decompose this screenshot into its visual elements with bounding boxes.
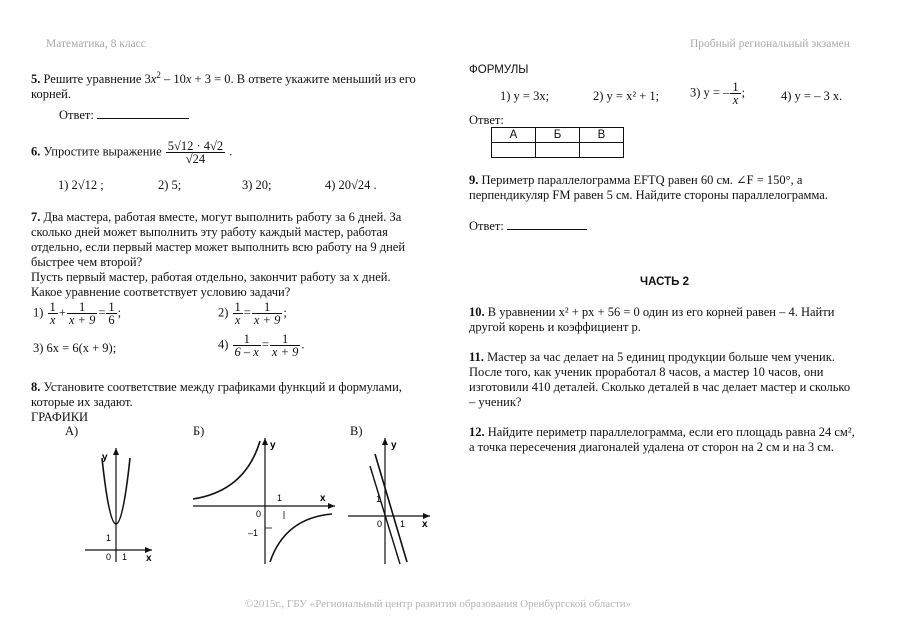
graph-c-y-arrow	[382, 438, 388, 445]
q10-number: 10.	[469, 305, 485, 319]
graph-b-branch-left	[193, 441, 260, 499]
q6-number: 6.	[31, 144, 41, 159]
q6-numerator: 5√12 · 4√2	[167, 139, 224, 153]
formula-3-frac	[730, 81, 740, 106]
graph-a-x-label: x	[146, 553, 152, 564]
q7-option-1: 1) $\frac{1}{x}$ + $\frac{1}{x + 9}$ = $\frac{1}{6}$ ;	[33, 300, 122, 327]
q7-opt2-a-num: 1	[234, 300, 241, 314]
graph-c-zero: 0	[377, 519, 383, 529]
graph-c-label: В)	[350, 424, 363, 438]
question-9	[469, 173, 828, 203]
q7-opt2-a-den: x	[234, 313, 241, 327]
q9-line-2: перпендикуляр FM равен 5 см. Найдите стороны параллелограмма.	[469, 188, 828, 202]
q6-text: Упростите выражение	[43, 144, 162, 159]
q7-opt1-a-den: x	[49, 313, 56, 327]
header-left: Математика, 8 класс	[46, 38, 146, 50]
q7-opt4-b-num: 1	[270, 333, 300, 346]
graph-b-hyperbola	[190, 436, 340, 566]
q7-opt4-frac-b	[270, 333, 300, 358]
answer-cell-a[interactable]	[492, 143, 536, 158]
q11-line-1: Мастер за час делает на 5 единиц продукции больше чем ученик.	[487, 350, 835, 364]
q5-sup: 2	[156, 70, 161, 80]
q10-line-1: В уравнении x² + px + 56 = 0 один из его корней равен – 4. Найти	[487, 305, 835, 319]
graph-b-branch-right	[270, 514, 332, 562]
q7-opt4-frac-a	[233, 333, 261, 358]
q8-line-2: которые их задают.	[31, 395, 133, 409]
footer: ©2015г., ГБУ «Региональный центр развития образования Оренбургской области»	[245, 598, 632, 610]
graph-c-x-label: x	[422, 519, 428, 530]
q7-opt1-a-num: 1	[49, 300, 56, 314]
q5-text-mid: – 10	[160, 72, 186, 87]
q7-opt4-tail: .	[301, 337, 305, 352]
graph-b-label: Б)	[193, 424, 205, 438]
q5-line2: корней.	[31, 87, 71, 102]
q7-opt4-a-num: 1	[233, 333, 261, 346]
q7-opt1-b-den: x + 9	[68, 313, 96, 327]
q7-line-4: быстрее чем второй?	[31, 255, 143, 269]
graph-c-one-x: 1	[400, 519, 406, 529]
question-10	[469, 305, 834, 335]
q7-opt1-frac-c	[106, 301, 116, 326]
q7-opt4-b-den: x + 9	[271, 345, 299, 359]
q8-answer-table	[491, 127, 624, 158]
q12-line-1: Найдите периметр параллелограмма, если его площадь равна 24 см²,	[487, 425, 855, 439]
q10-line-2: другой корень и коэффициент p.	[469, 320, 641, 334]
question-12	[469, 425, 855, 455]
q7-opt1-tail: ;	[117, 305, 122, 320]
q7-option-2: 2) $\frac{1}{x}$ = $\frac{1}{x + 9}$ ;	[218, 300, 287, 327]
q5-var2: x	[185, 72, 192, 87]
graph-a-y-label: y	[102, 452, 108, 463]
part-2-heading: ЧАСТЬ 2	[640, 276, 689, 288]
graph-b-y-arrow	[262, 438, 268, 445]
q9-answer-label: Ответ:	[469, 219, 504, 233]
q7-opt1-b-num: 1	[67, 301, 97, 314]
table-header-b: Б	[536, 128, 580, 143]
question-7	[31, 210, 405, 300]
formula-3-num: 1	[732, 80, 739, 94]
q7-line-5: Пусть первый мастер, работая отдельно, закончит работу за x дней.	[31, 270, 391, 284]
q7-number: 7.	[31, 210, 41, 224]
graph-c-lines	[345, 436, 435, 566]
graph-a-one-x: 1	[122, 552, 128, 562]
q5-text: Решите уравнение 3	[43, 72, 151, 87]
answer-cell-b[interactable]	[536, 143, 580, 158]
table-answer-row	[492, 143, 624, 158]
q7-opt4-label: 4)	[218, 337, 229, 352]
graph-b-y-label: y	[270, 440, 276, 451]
graph-b-minus-one: –1	[248, 528, 259, 538]
graph-a-parabola	[80, 440, 160, 565]
graph-c-one-y: 1	[376, 494, 382, 504]
q5-answer-label: Ответ:	[59, 108, 94, 122]
formula-4: 4) y = – 3 x.	[781, 89, 843, 103]
graph-a-label: А)	[65, 424, 79, 438]
q5-answer-blank[interactable]	[97, 107, 189, 119]
q8-line-1: Установите соответствие между графиками функций и формулами,	[43, 380, 402, 394]
formula-3	[690, 81, 745, 106]
q7-opt1-label: 1)	[33, 305, 44, 320]
graph-c-y-label: y	[391, 440, 397, 451]
question-5	[31, 68, 416, 102]
graph-b-zero: 0	[256, 509, 262, 519]
q7-line-3: отдельно, если первый мастер может выполнить всю работу на 9 дней	[31, 240, 406, 254]
q7-opt4-a-den: 6 – x	[234, 345, 259, 359]
q7-option-3: 3) 6x = 6(x + 9);	[33, 341, 117, 355]
graph-a-zero: 0	[106, 552, 112, 562]
graph-a-one-y: 1	[106, 533, 112, 543]
q11-line-3: изготовили 410 деталей. Сколько деталей в час делает мастер и сколько	[469, 380, 851, 394]
formula-2: 2) y = x² + 1;	[593, 89, 660, 103]
q5-number: 5.	[31, 72, 41, 87]
q7-opt2-label: 2)	[218, 305, 229, 320]
q9-number: 9.	[469, 173, 479, 187]
question-6	[31, 140, 232, 165]
q6-fraction	[166, 140, 225, 165]
q7-opt1-frac-b	[67, 301, 97, 326]
q6-option-3: 3) 20;	[242, 178, 272, 192]
graph-a-y-arrow	[113, 448, 119, 455]
q7-opt2-frac-a	[233, 301, 243, 326]
q7-opt2-tail: ;	[283, 305, 287, 320]
q7-opt1-frac-a	[48, 301, 58, 326]
formula-1: 1) y = 3x;	[500, 89, 550, 103]
q6-option-1: 1) 2√12 ;	[58, 178, 104, 192]
q9-answer-blank[interactable]	[507, 218, 587, 230]
q11-number: 11.	[469, 350, 484, 364]
q9-line-1: Периметр параллелограмма EFTQ равен 60 см. ∠F = 150°, а	[481, 173, 803, 187]
q6-denominator: √24	[185, 152, 206, 166]
header-right: Пробный региональный экзамен	[690, 38, 850, 50]
graph-b-one: 1	[277, 493, 283, 503]
graph-b-x-label: x	[320, 493, 326, 504]
q12-line-2: а точка пересечения диагоналей удалена от сторон на 2 см и на 3 см.	[469, 440, 834, 454]
q7-opt1-c-num: 1	[108, 300, 115, 314]
formula-3-post: ;	[741, 85, 746, 100]
table-header-a: А	[492, 128, 536, 143]
q11-line-2: После того, как ученик проработал 8 часов, а мастер 10 часов, они	[469, 365, 824, 379]
q7-line-1: Два мастера, работая вместе, могут выполнить работу за 6 дней. За	[43, 210, 402, 224]
q7-opt1-c-den: 6	[108, 313, 115, 327]
formula-3-den: x	[732, 93, 739, 107]
q8-graphs-title: ГРАФИКИ	[31, 410, 89, 424]
graph-c-line-steep	[375, 454, 407, 562]
table-header-row	[492, 128, 624, 143]
table-header-c: В	[580, 128, 624, 143]
q7-opt2-b-num: 1	[252, 301, 282, 314]
q8-number: 8.	[31, 380, 41, 394]
q6-option-4: 4) 20√24 .	[325, 178, 377, 192]
question-8	[31, 380, 402, 425]
formula-3-pre: 3) y = –	[690, 85, 730, 100]
q5-text-post: + 3 = 0. В ответе укажите меньший из его	[191, 72, 416, 87]
graph-b-x-arrow	[328, 503, 335, 509]
q7-opt2-b-den: x + 9	[253, 313, 281, 327]
q8-answer-label: Ответ:	[469, 113, 504, 127]
q7-line-6: Какое уравнение соответствует условию задачи?	[31, 285, 291, 299]
q11-line-4: – ученик?	[469, 395, 522, 409]
q12-number: 12.	[469, 425, 485, 439]
q5-answer	[59, 107, 189, 123]
q5-var: x	[150, 72, 157, 87]
q7-line-2: сколько дней может выполнить эту работу каждый мастер, работая	[31, 225, 388, 239]
q7-option-4: 4) $\frac{1}{6 - x}$ = $\frac{1}{x + 9}$ .	[218, 332, 305, 359]
q6-tail: .	[229, 144, 233, 159]
q9-answer	[469, 218, 587, 234]
q7-opt2-frac-b	[252, 301, 282, 326]
q6-option-2: 2) 5;	[158, 178, 182, 192]
question-11	[469, 350, 850, 410]
answer-cell-c[interactable]	[580, 143, 624, 158]
formulas-title: ФОРМУЛЫ	[469, 64, 529, 76]
